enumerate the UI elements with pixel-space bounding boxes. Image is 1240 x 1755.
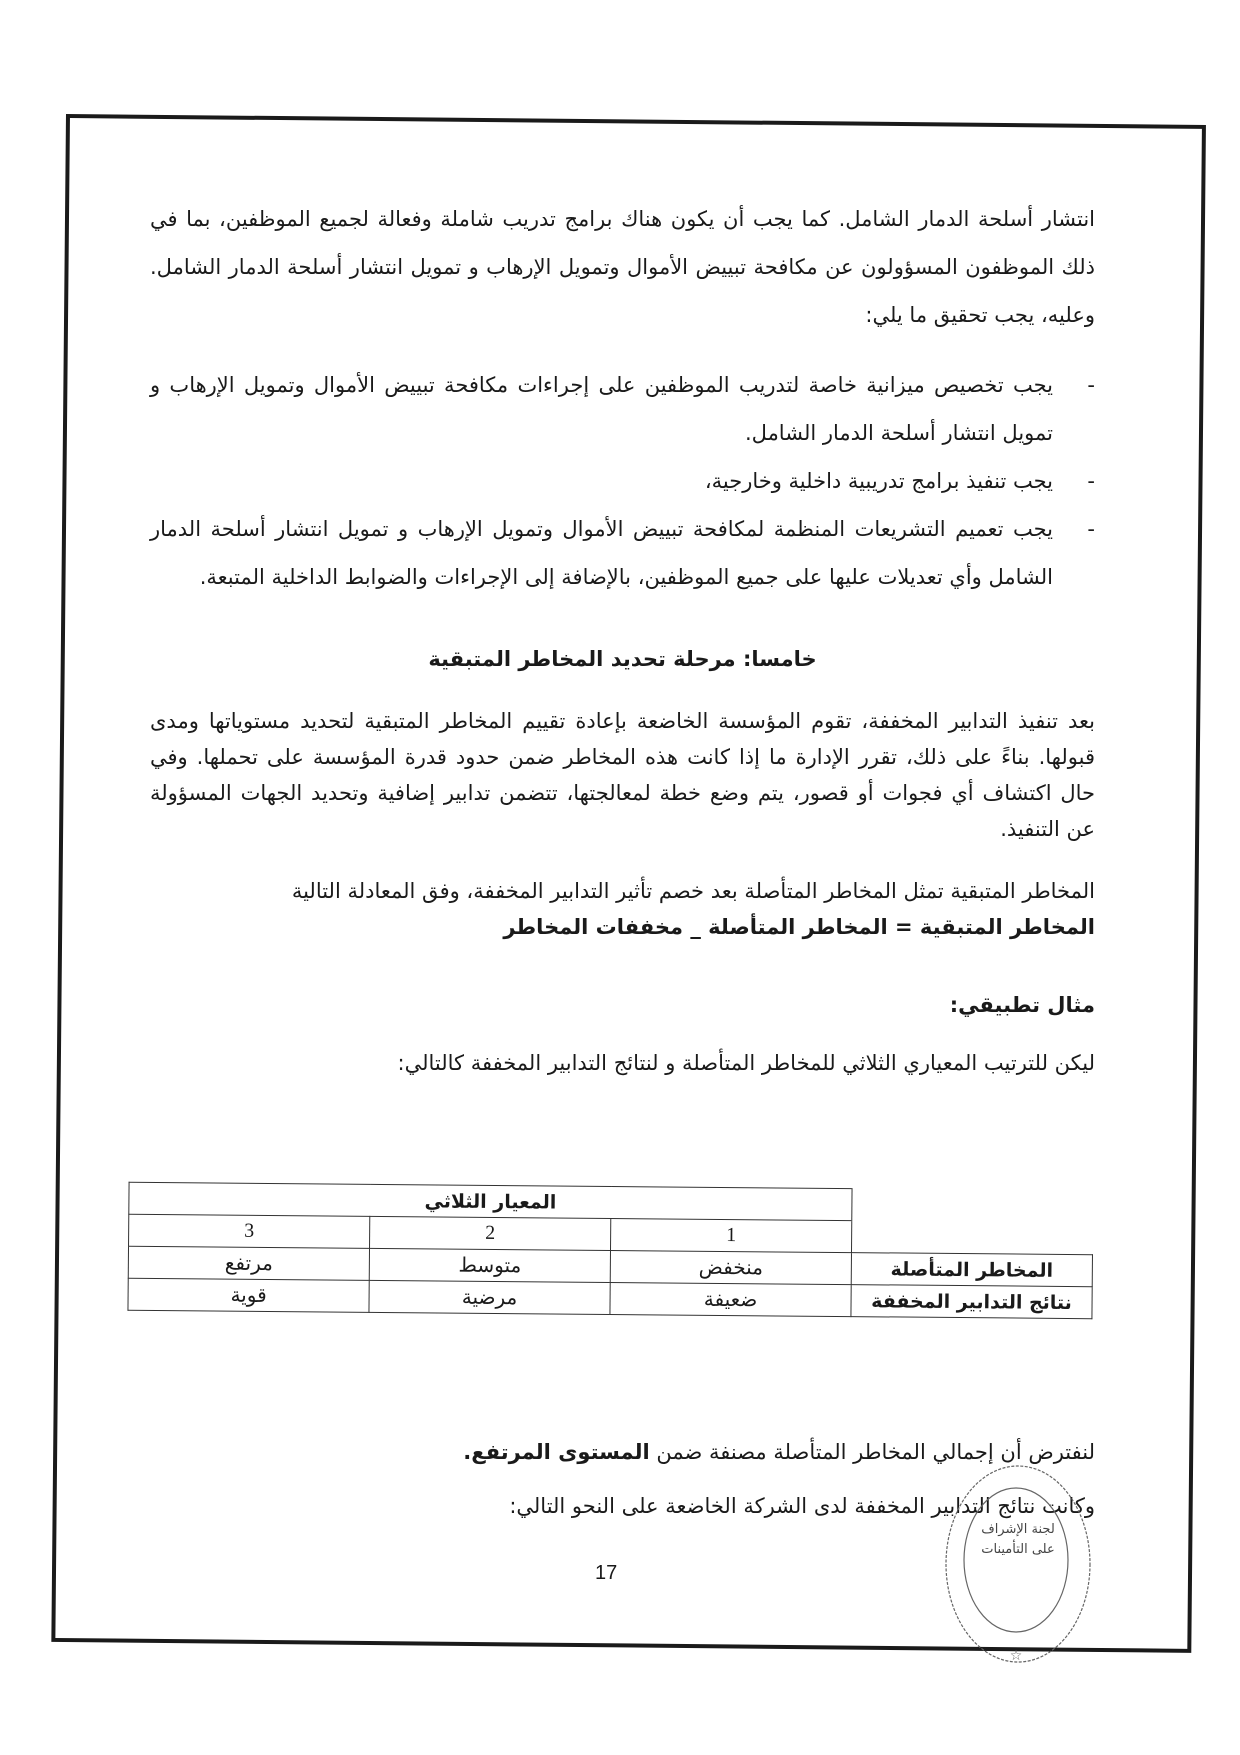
table-cell: مرتفع (128, 1246, 369, 1280)
residual-risk-equation: المخاطر المتبقية = المخاطر المتأصلة _ مخففات المخاطر (503, 915, 1095, 939)
list-item-text: يجب تعميم التشريعات المنظمة لمكافحة تبييض الأموال وتمويل الإرهاب و تمويل انتشار أسلحة الدمار الشامل وأي تعديلات عليها على جميع الموظفين، بالإضافة إلى الإجراءات والضوابط الداخلية المتبعة. (150, 517, 1053, 589)
assumption-text: لنفترض أن إجمالي المخاطر المتأصلة مصنفة ضمن (649, 1440, 1095, 1464)
official-stamp-icon (930, 1462, 1100, 1672)
assumption-emphasis: المستوى المرتفع. (463, 1440, 650, 1464)
stamp-line: لجنة الإشراف (981, 1522, 1055, 1537)
level-cell: 1 (611, 1219, 852, 1253)
svg-text:☆: ☆ (1009, 1648, 1023, 1664)
bullet-dash: - (1087, 373, 1095, 397)
table-cell: ضعيفة (610, 1282, 851, 1316)
table-empty-corner (852, 1189, 1093, 1223)
document-body (150, 195, 1095, 1081)
table-cell: مرضية (369, 1280, 610, 1314)
table-cell: متوسط (369, 1248, 610, 1282)
list-item-text: يجب تخصيص ميزانية خاصة لتدريب الموظفين على إجراءات مكافحة تبييض الأموال وتمويل الإرهاب و تمويل انتشار أسلحة الدمار الشامل. (150, 373, 1053, 445)
stamp-text (968, 1520, 1068, 1560)
bullet-dash: - (1087, 469, 1095, 493)
section-heading: خامسا: مرحلة تحديد المخاطر المتبقية (428, 647, 817, 671)
table-cell: منخفض (610, 1251, 851, 1285)
requirements-list (150, 361, 1095, 601)
list-item (150, 505, 1095, 601)
row-header: نتائج التدابير المخففة (851, 1285, 1092, 1319)
table-title: المعيار الثلاثي (129, 1182, 852, 1220)
page-number: 17 (595, 1562, 618, 1584)
stamp-line: على التأمينات (981, 1542, 1055, 1557)
results-line: وكانت نتائج التدابير المخففة لدى الشركة الخاضعة على النحو التالي: (509, 1494, 1095, 1518)
row-header: المخاطر المتأصلة (851, 1253, 1092, 1287)
definition-line: المخاطر المتبقية تمثل المخاطر المتأصلة بعد خصم تأثير التدابير المخففة، وفق المعادلة التالية (291, 879, 1095, 903)
list-item (150, 361, 1095, 457)
table-empty-corner (851, 1221, 1092, 1255)
criteria-table (127, 1182, 1093, 1319)
list-item (150, 457, 1095, 505)
list-item-text: يجب تنفيذ برامج تدريبية داخلية وخارجية، (704, 469, 1053, 493)
level-cell: 3 (129, 1214, 370, 1248)
example-intro: ليكن للترتيب المعياري الثلاثي للمخاطر المتأصلة و لنتائج التدابير المخففة كالتالي: (397, 1051, 1095, 1075)
level-cell: 2 (370, 1216, 611, 1250)
example-title: مثال تطبيقي: (949, 993, 1095, 1017)
bullet-dash: - (1087, 517, 1095, 541)
section-paragraph: بعد تنفيذ التدابير المخففة، تقوم المؤسسة الخاضعة بإعادة تقييم المخاطر المتبقية لتحديد مستوياتها ومدى قبولها. بناءً على ذلك، تقرر الإدارة ما إذا كانت هذه المخاطر ضمن حدود قدرة المؤسسة على تحملها. وفي حال اكتشاف أي فجوات أو قصور، يتم وضع خطة لمعالجتها، تتضمن تدابير إضافية وتحديد الجهات المسؤولة عن التنفيذ. (150, 709, 1095, 841)
table-cell: قوية (128, 1278, 369, 1312)
intro-paragraph: انتشار أسلحة الدمار الشامل. كما يجب أن يكون هناك برامج تدريب شاملة وفعالة لجميع الموظفين، بما في ذلك الموظفون المسؤولون عن مكافحة تبييض الأموال وتمويل الإرهاب و تمويل انتشار أسلحة الدمار الشامل. وعليه، يجب تحقيق ما يلي: (150, 207, 1095, 327)
